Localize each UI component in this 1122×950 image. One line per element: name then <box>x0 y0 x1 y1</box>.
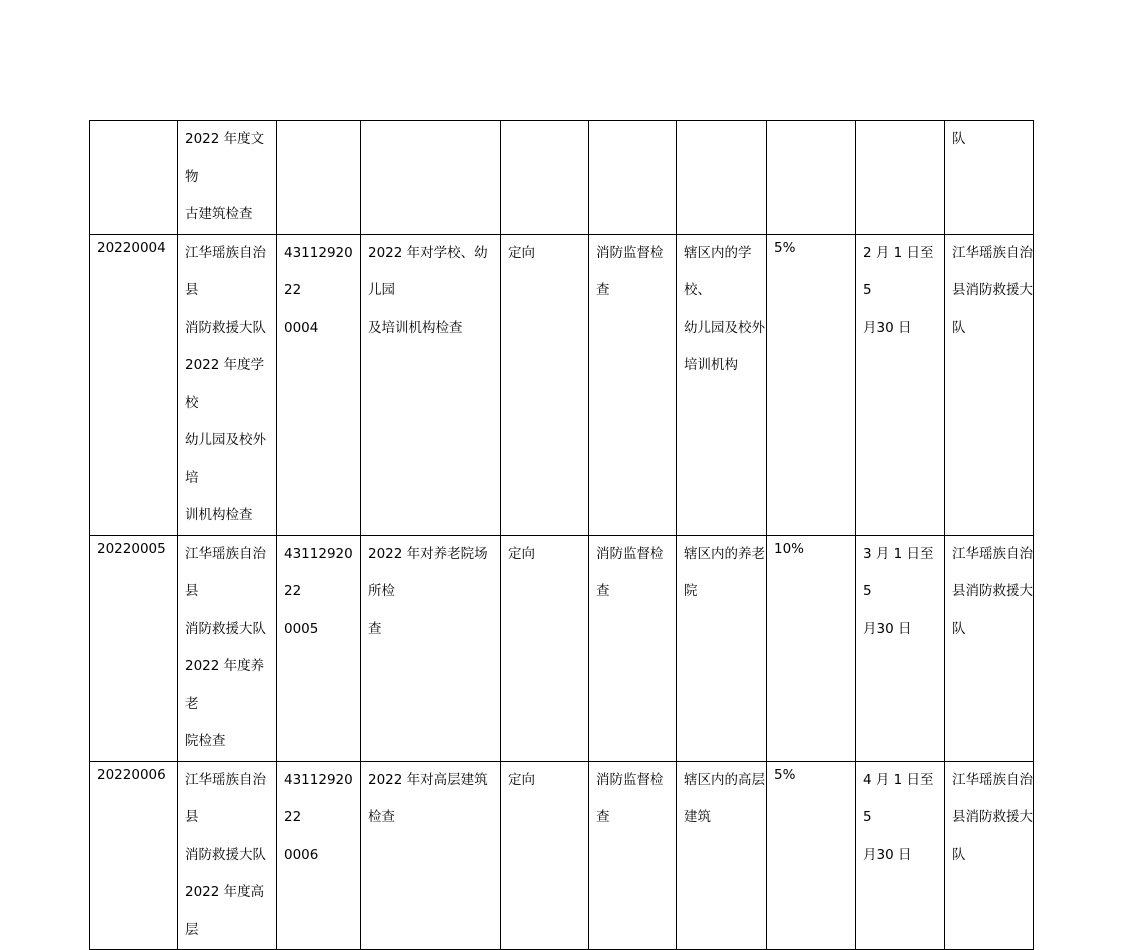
cell-agency: 江华瑶族自治 县消防救援大 队 <box>945 761 1034 950</box>
cell-code: 4311292022 0005 <box>277 535 361 761</box>
cell-ratio: 5% <box>767 761 856 950</box>
cell-ratio: 5% <box>767 234 856 535</box>
cell-ratio: 10% <box>767 535 856 761</box>
cell-task-name: 江华瑶族自治县 消防救援大队 2022 年度高层 <box>178 761 277 950</box>
cell-task-name: 江华瑶族自治县 消防救援大队 2022 年度养老 院检查 <box>178 535 277 761</box>
cell-item: 2022 年对高层建筑检查 <box>361 761 501 950</box>
cell-no: 20220006 <box>90 761 178 950</box>
cell-no: 20220004 <box>90 234 178 535</box>
cell-time: 4 月 1 日至 5 月30 日 <box>856 761 945 950</box>
table-row <box>90 234 1034 535</box>
cell-mode: 定向 <box>501 535 589 761</box>
cell-item: 2022 年对学校、幼儿园 及培训机构检查 <box>361 234 501 535</box>
inspection-plan-table <box>89 120 1034 950</box>
cell-object <box>677 121 767 235</box>
cell-object: 辖区内的学校、 幼儿园及校外 培训机构 <box>677 234 767 535</box>
cell-mode: 定向 <box>501 234 589 535</box>
cell-time: 3 月 1 日至 5 月30 日 <box>856 535 945 761</box>
cell-task-name: 2022 年度文物 古建筑检查 <box>178 121 277 235</box>
cell-item <box>361 121 501 235</box>
cell-code: 4311292022 0004 <box>277 234 361 535</box>
cell-no: 20220005 <box>90 535 178 761</box>
cell-code <box>277 121 361 235</box>
cell-item: 2022 年对养老院场所检 查 <box>361 535 501 761</box>
cell-time: 2 月 1 日至 5 月30 日 <box>856 234 945 535</box>
cell-ratio <box>767 121 856 235</box>
table-row <box>90 761 1034 950</box>
table-row <box>90 535 1034 761</box>
cell-agency: 江华瑶族自治 县消防救援大 队 <box>945 535 1034 761</box>
cell-type <box>589 121 677 235</box>
cell-type: 消防监督检查 <box>589 535 677 761</box>
cell-mode: 定向 <box>501 761 589 950</box>
cell-agency: 江华瑶族自治 县消防救援大 队 <box>945 234 1034 535</box>
cell-mode <box>501 121 589 235</box>
cell-code: 4311292022 0006 <box>277 761 361 950</box>
cell-type: 消防监督检查 <box>589 761 677 950</box>
cell-time <box>856 121 945 235</box>
cell-type: 消防监督检查 <box>589 234 677 535</box>
table-row <box>90 121 1034 235</box>
cell-no <box>90 121 178 235</box>
cell-object: 辖区内的养老 院 <box>677 535 767 761</box>
cell-object: 辖区内的高层 建筑 <box>677 761 767 950</box>
cell-agency: 队 <box>945 121 1034 235</box>
cell-task-name: 江华瑶族自治县 消防救援大队 2022 年度学校 幼儿园及校外培 训机构检查 <box>178 234 277 535</box>
